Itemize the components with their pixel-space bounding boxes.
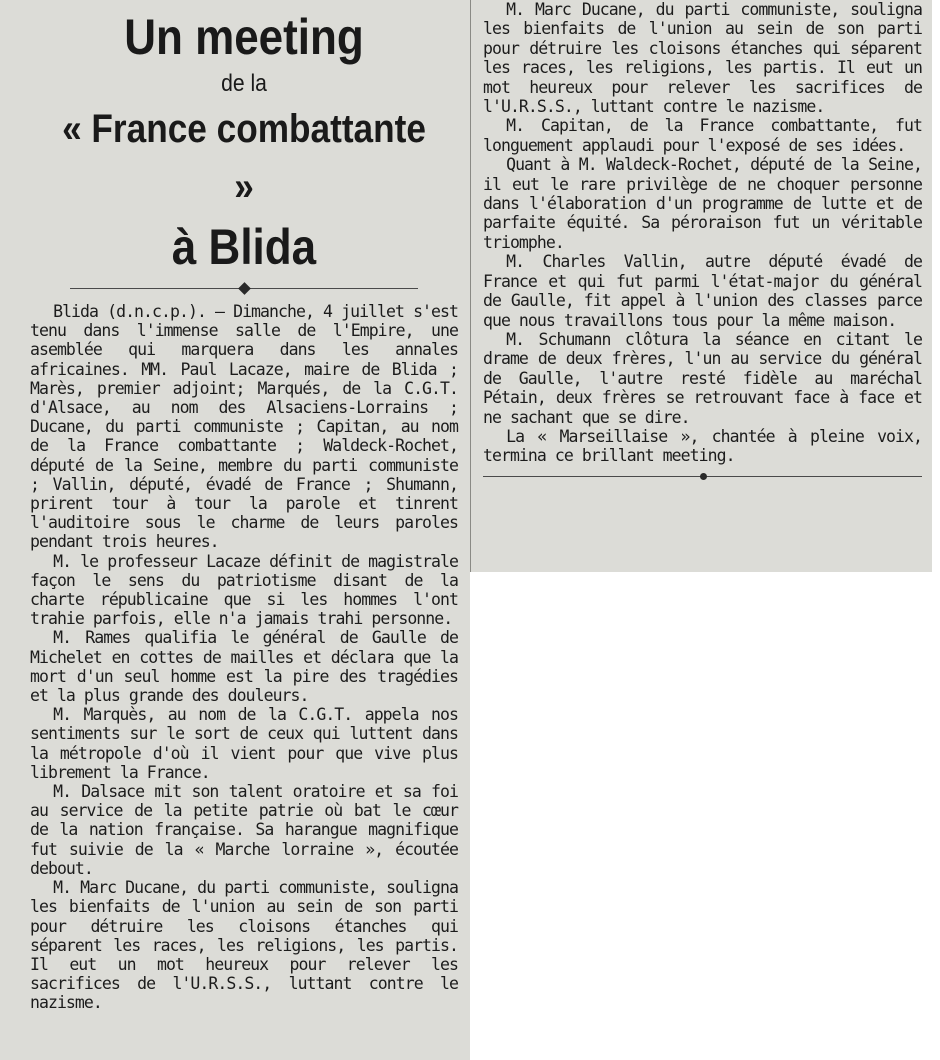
article-paragraph: La « Marseillaise », chantée à pleine voix, termina ce brillant meeting. [483,426,922,466]
right-column [470,0,932,572]
article-paragraph: Blida (d.n.c.p.). — Dimanche, 4 juillet s'est tenu dans l'immense salle de l'Empire, une asemblée qui marquera dans les annales africaines. MM. Paul Lacaze, maire de Blida ; Marès, premier adjoint; Marqués, de la C.G.T. d'Alsace, au nom des Alsaciens-Lorrains ; Ducane, du parti communiste ; Capitan, au nom de la France combattante ; Waldeck-Rochet, député de la Seine, membre du parti communiste ; Vallin, député, évadé de France ; Shumann, prirent tour à tour la parole et tinrent l'auditoire sous le charme de leurs paroles pendant trois heures. [30,302,458,552]
headline-line-1: Un meeting [124,9,364,65]
article-paragraph: M. le professeur Lacaze définit de magistrale façon le sens du patriotisme disant de la charte républicaine que si les hommes l'ont trahie parfois, elle n'a jamais trahi personne. [30,551,458,629]
headline-divider [70,282,418,296]
article-paragraph: M. Rames qualifia le général de Gaulle de Michelet en cottes de mailles et déclara que la mort d'un seul homme est la pire des tragédies et la plus grande des douleurs. [30,628,458,706]
article-paragraph: M. Capitan, de la France combattante, fut longuement applaudi pour l'exposé de ses idées. [483,116,922,155]
article-paragraph: M. Schumann clôtura la séance en citant le drame de deux frères, l'un au service du général de Gaulle, l'autre resté fidèle au maréchal Pétain, deux frères se retrouvant face à face et ne sachant que se dire. [483,329,922,427]
article-paragraph: M. Marc Ducane, du parti communiste, souligna les bienfaits de l'union au sein de son parti pour détruire les cloisons étanches qui séparent les races, les religions, les partis. Il eut un mot heureux pour relever les sacrifices de l'U.R.S.S., luttant contre le nazisme. [30,878,458,1013]
article-paragraph: Quant à M. Waldeck-Rochet, député de la Seine, il eut le rare privilège de ne choquer personne dans l'élaboration d'un programme de lutte et de parfaite équité. Sa péroraison fut un véritable triomphe. [483,155,922,252]
end-divider-ornament [700,473,707,480]
article-paragraph: M. Dalsace mit son talent oratoire et sa foi au service de la petite patrie où bat le cœur de la nation française. Sa harangue magnifique fut suivie de la « Marche lorraine », écoutée debout. [30,782,458,878]
divider-ornament [238,282,251,295]
headline-line-3: « France combattante » [62,107,426,209]
article-paragraph: M. Charles Vallin, autre député évadé de France et qui fut parmi l'état-major du général de Gaulle, fit appel à l'union des classes parce que nous travaillons tous pour la même maison. [483,252,922,330]
article-paragraph: M. Marc Ducane, du parti communiste, souligna les bienfaits de l'union au sein de son parti pour détruire les cloisons étanches qui séparent les races, les religions, les partis. Il eut un mot heureux pour relever les sacrifices de l'U.R.S.S., luttant contre le nazisme. [483,0,922,117]
article-paragraph: M. Marquès, au nom de la C.G.T. appela nos sentiments sur le sort de ceux qui luttent dans la métropole d'où il vient pour que vive plus librement la France. [30,705,458,782]
headline-line-4: à Blida [171,219,317,275]
headline-line-2: de la [221,70,267,97]
end-divider [483,472,922,484]
